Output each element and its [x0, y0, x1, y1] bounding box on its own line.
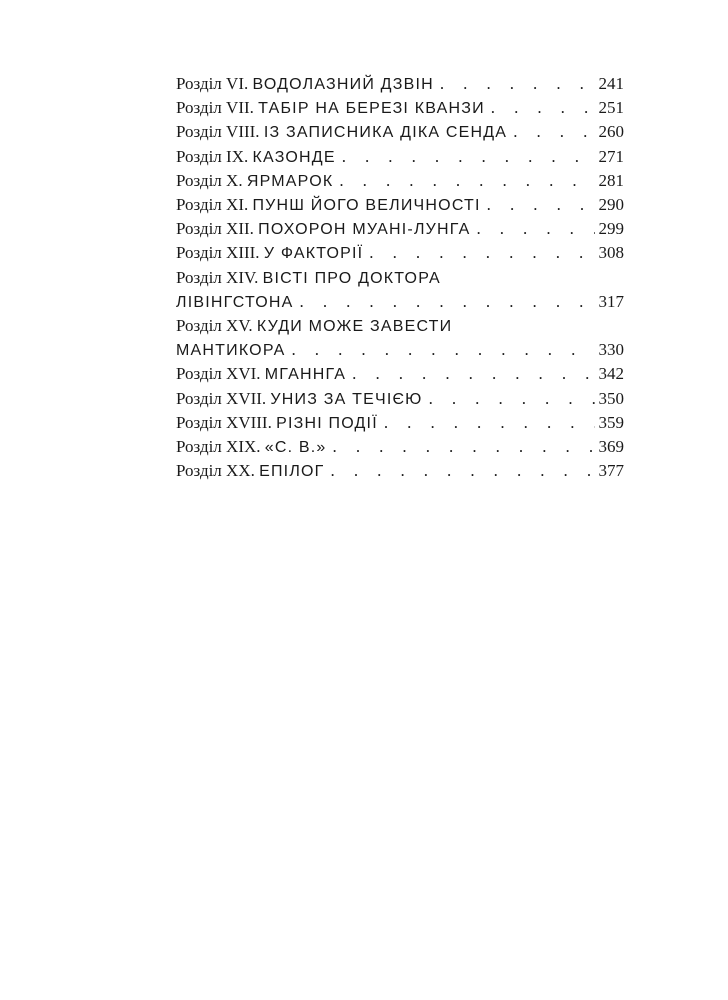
chapter-title: КАЗОНДЕ [252, 148, 336, 166]
page-number: 290 [598, 195, 624, 215]
chapter-number: Розділ XX. [176, 461, 255, 481]
chapter-number: Розділ XI. [176, 195, 249, 215]
page-number: 342 [598, 364, 624, 384]
toc-line [176, 193, 624, 217]
page-number: 251 [598, 98, 624, 118]
chapter-title: У ФАКТОРІЇ [263, 245, 364, 263]
chapter-title: ТАБІР НА БЕРЕЗІ КВАНЗИ [258, 100, 485, 118]
chapter-title-continued: ЛІВІНГСТОНА [176, 293, 294, 311]
toc-line [176, 96, 624, 120]
toc-line [176, 411, 624, 435]
toc-line [176, 169, 624, 193]
leader-dots [423, 387, 595, 410]
page-number: 359 [598, 412, 624, 432]
chapter-number: Розділ VI. [176, 74, 249, 93]
chapter-title: ІЗ ЗАПИСНИКА ДІКА СЕНДА [263, 124, 508, 142]
page-number: 377 [598, 461, 624, 481]
toc-line-continuation [176, 338, 624, 362]
chapter-number: Розділ XVII. [176, 388, 267, 408]
page-number: 260 [598, 122, 624, 142]
toc-line [176, 266, 624, 290]
chapter-title-continued: МАНТИКОРА [176, 342, 286, 360]
toc-line [176, 314, 624, 338]
chapter-title: УНИЗ ЗА ТЕЧІЄЮ [270, 390, 423, 408]
toc-entry[interactable] [176, 169, 624, 193]
chapter-title: ЯРМАРОК [246, 172, 334, 190]
chapter-number: Розділ X. [176, 170, 243, 190]
page-number: 308 [598, 243, 624, 263]
chapter-number: Розділ VII. [176, 98, 254, 118]
chapter-title: КУДИ МОЖЕ ЗАВЕСТИ [256, 318, 453, 336]
page-number: 330 [598, 340, 624, 360]
toc-entry[interactable] [176, 435, 624, 459]
leader-dots [286, 338, 595, 361]
toc-entry[interactable] [176, 120, 624, 144]
leader-dots [378, 411, 595, 434]
chapter-number: Розділ VIII. [176, 122, 260, 142]
chapter-number: Розділ XIV. [176, 267, 259, 287]
leader-dots [481, 193, 595, 216]
toc-line-continuation [176, 290, 624, 314]
toc-entry[interactable] [176, 145, 624, 169]
toc-entry[interactable] [176, 241, 624, 265]
toc-entry[interactable] [176, 411, 624, 435]
toc-line [176, 362, 624, 386]
chapter-title: РІЗНІ ПОДІЇ [276, 414, 378, 432]
leader-dots [346, 362, 594, 385]
chapter-title: ПУНШ ЙОГО ВЕЛИЧНОСТІ [252, 197, 481, 215]
chapter-number: Розділ XVI. [176, 364, 261, 384]
leader-dots [333, 169, 594, 192]
chapter-number: Розділ IX. [176, 146, 249, 166]
toc-entry[interactable] [176, 362, 624, 386]
toc-entry[interactable] [176, 217, 624, 241]
chapter-number: Розділ XIX. [176, 437, 261, 457]
page-number: 271 [598, 146, 624, 166]
toc-line [176, 120, 624, 144]
toc-entry[interactable] [176, 459, 624, 483]
leader-dots [327, 435, 595, 458]
toc-entry[interactable] [176, 266, 624, 314]
toc-line [176, 241, 624, 265]
leader-dots [336, 145, 595, 168]
leader-dots [434, 72, 595, 95]
page-number: 241 [598, 74, 624, 93]
toc-line [176, 145, 624, 169]
page-number: 281 [598, 170, 624, 190]
chapter-number: Розділ XV. [176, 316, 253, 336]
leader-dots [470, 217, 594, 240]
leader-dots [325, 459, 595, 482]
chapter-title: «С. В.» [264, 439, 327, 457]
toc-line [176, 459, 624, 483]
table-of-contents [176, 72, 624, 483]
page-number: 350 [598, 388, 624, 408]
toc-line [176, 72, 624, 96]
page-number: 317 [598, 291, 624, 311]
chapter-number: Розділ XIII. [176, 243, 260, 263]
chapter-title: ЕПІЛОГ [259, 463, 325, 481]
toc-entry[interactable] [176, 193, 624, 217]
chapter-title: ВІСТІ ПРО ДОКТОРА [262, 269, 441, 287]
toc-entry[interactable] [176, 72, 624, 96]
chapter-title: ВОДОЛАЗНИЙ ДЗВІН [252, 76, 434, 93]
toc-entry[interactable] [176, 314, 624, 362]
leader-dots [294, 290, 595, 313]
page-number: 369 [598, 437, 624, 457]
leader-dots [507, 120, 594, 143]
toc-line [176, 217, 624, 241]
toc-entry[interactable] [176, 387, 624, 411]
chapter-number: Розділ XII. [176, 219, 254, 239]
toc-entry[interactable] [176, 96, 624, 120]
chapter-title: ПОХОРОН МУАНІ-ЛУНГА [258, 221, 471, 239]
chapter-number: Розділ XVIII. [176, 412, 272, 432]
page-number: 299 [598, 219, 624, 239]
leader-dots [485, 96, 595, 119]
leader-dots [363, 241, 594, 264]
toc-line [176, 435, 624, 459]
toc-line [176, 387, 624, 411]
chapter-title: МГАННГА [264, 366, 347, 384]
